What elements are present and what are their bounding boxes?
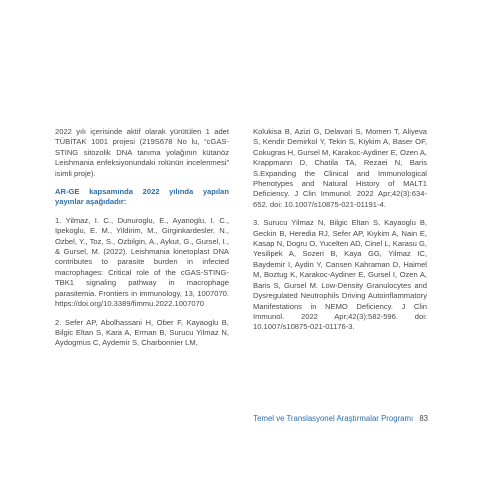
section-heading: AR-GE kapsamında 2022 yılında yapılan yayınlar aşağıdadır: xyxy=(55,187,229,207)
left-column xyxy=(55,127,229,357)
right-column xyxy=(253,127,427,341)
reference-1: 1. Yilmaz, I. C., Dunuroglu, E., Ayanoglu, I. C., Ipekoglu, E. M., Yildirim, M., Girginkardesler, N., Ozbel, Y., Toz, S., Ozbilgin, A., Aykut, G., Gursel, I., & Gursel, M. (2022). Leishmania kinetoplast DNA contributes to parasite burden in infected macrophages: Critical role of the cGAS-STING-TBK1 signaling pathway in macrophage parasitemia. Frontiers in immunology, 13, 1007070. https://doi.org/10.3389/fimmu.2022.1007070 xyxy=(55,215,229,309)
reference-2-continued: Kolukisa B, Azizi G, Delavari S, Momen T, Aliyeva S, Kendir Demirkol Y, Tekin S, Kiykim A, Baser OF, Cokugras H, Gursel M, Karakoc-Aydiner E, Ozen A, Krappmann D, Chatila TA, Rezaei N, Baris S.Expanding the Clinical and Immunological Phenotypes and Natural History of MALT1 Deficiency. J Clin Immunol. 2022 Apr;42(3):634-652. doi: 10.1007/s10875-021-01191-4. xyxy=(253,127,427,209)
reference-2-start: 2. Sefer AP, Abolhassani H, Ober F, Kayaoglu B, Bilgic Eltan S, Kara A, Erman B, Surucu Yilmaz N, Aydogmus C, Aydemir S, Charbonnier LM, xyxy=(55,317,229,348)
reference-3: 3. Surucu Yilmaz N, Bilgic Eltan S, Kayaoglu B, Geckin B, Heredia RJ, Sefer AP, Kiykim A, Nain E, Kasap N, Dogru O, Yucelten AD, Cinel L, Karasu G, Yesilipek A, Sozeri B, Kaya GG, Yilmaz IC, Baydemir I, Aydin Y, Cansen Kahraman D, Haimel M, Boztug K, Karakoc-Aydiner E, Gursel I, Ozen A, Baris S, Gursel M. Low-Density Granulocytes and Dysregulated Neutrophils Driving Autoinflammatory Manifestations in NEMO Deficiency. J Clin Immunol. 2022 Apr;42(3):582-596. doi: 10.1007/s10875-021-01176-3. xyxy=(253,218,427,332)
intro-paragraph: 2022 yılı içerisinde aktif olarak yürütülen 1 adet TÜBİTAK 1001 projesi (219S678 No lu, “cGAS-STING sitozolik DNA tanıma yolağının kütanöz Leishmania enfeksiyonundaki rolünün incelenmesi” isimli proje). xyxy=(55,127,229,178)
page-footer xyxy=(253,414,428,423)
footer-program-title: Temel ve Translasyonel Araştırmalar Programı xyxy=(253,414,414,423)
page-number: 83 xyxy=(419,414,428,423)
